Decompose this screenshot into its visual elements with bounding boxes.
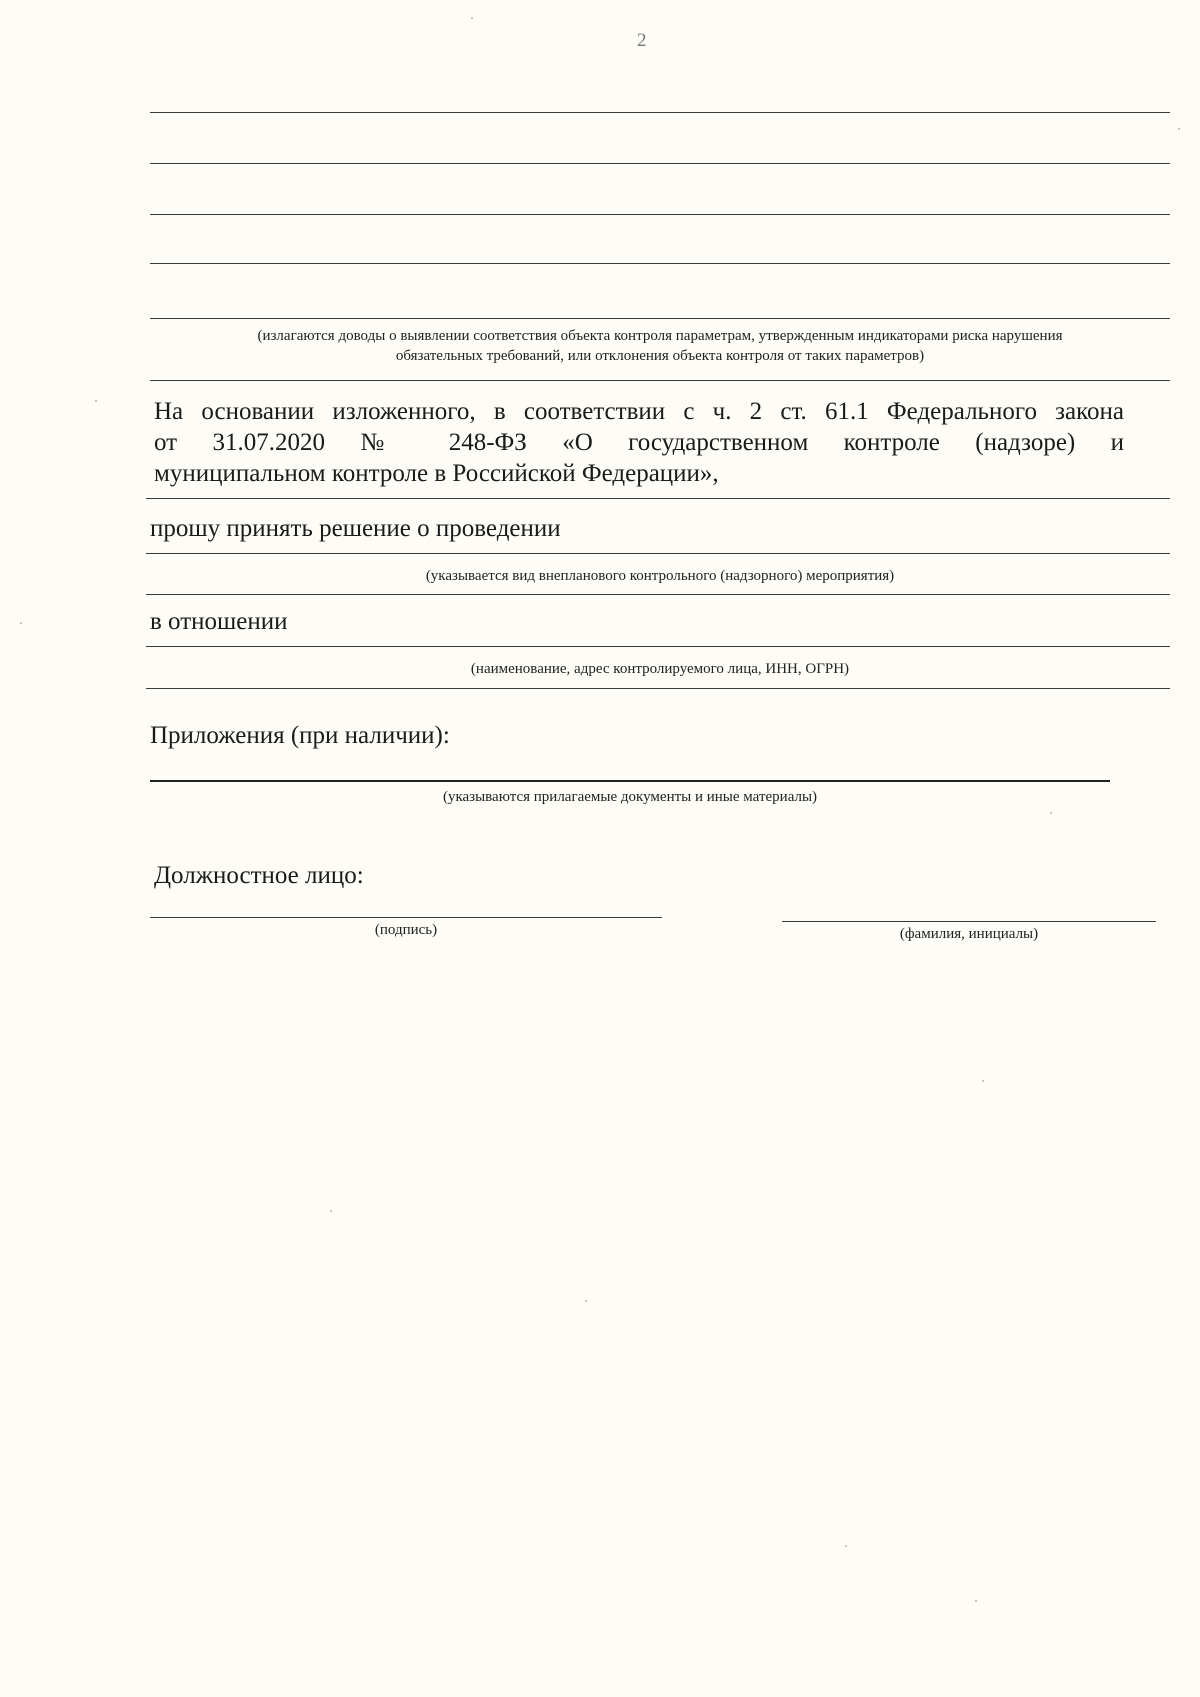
entity-line[interactable] xyxy=(146,646,1170,647)
arguments-line-1[interactable] xyxy=(150,112,1170,113)
signature-hint: (подпись) xyxy=(374,922,438,938)
official-label: Должностное лицо: xyxy=(154,862,364,889)
legal-basis-line-3: муниципальном контроле в Российской Федерации», xyxy=(154,460,719,487)
paper-speck xyxy=(845,1545,847,1547)
arguments-line-4[interactable] xyxy=(150,263,1170,264)
arguments-hint-divider xyxy=(150,380,1170,381)
entity-hint: (наименование, адрес контролируемого лица, ИНН, ОГРН) xyxy=(470,661,850,677)
legal-basis-divider xyxy=(146,498,1170,499)
event-type-divider xyxy=(146,594,1170,595)
attachments-label: Приложения (при наличии): xyxy=(150,722,450,749)
page-number: 2 xyxy=(637,30,647,51)
legal-basis-paragraph xyxy=(154,396,1124,489)
arguments-hint-line-1: (излагаются доводы о выявлении соответствия объекта контроля параметрам, утвержденным индикаторами риска нарушения xyxy=(257,328,1063,344)
paper-speck xyxy=(330,1210,332,1212)
event-type-line[interactable] xyxy=(146,553,1170,554)
signature-line[interactable] xyxy=(150,917,662,918)
arguments-hint-line-2: обязательных требований, или отклонения объекта контроля от таких параметров) xyxy=(395,348,925,364)
paper-speck xyxy=(975,1600,977,1602)
paper-speck xyxy=(1050,812,1052,814)
arguments-line-2[interactable] xyxy=(150,163,1170,164)
paper-speck xyxy=(471,17,473,19)
paper-speck xyxy=(1178,128,1180,130)
arguments-hint xyxy=(150,326,1170,366)
paper-speck xyxy=(20,622,22,624)
legal-basis-line-2: от 31.07.2020 № 248-ФЗ «О государственном контроле (надзоре) и xyxy=(154,429,1124,456)
attachments-line[interactable] xyxy=(150,780,1110,782)
entity-divider xyxy=(146,688,1170,689)
name-line[interactable] xyxy=(782,921,1156,922)
paper-speck xyxy=(982,1080,984,1082)
event-type-hint: (указывается вид внепланового контрольного (надзорного) мероприятия) xyxy=(425,568,895,584)
arguments-line-5[interactable] xyxy=(150,318,1170,319)
request-text: прошу принять решение о проведении xyxy=(150,515,561,542)
arguments-line-3[interactable] xyxy=(150,214,1170,215)
relation-text: в отношении xyxy=(150,608,288,635)
legal-basis-line-1: На основании изложенного, в соответствии с ч. 2 ст. 61.1 Федерального закона xyxy=(154,398,1124,425)
name-hint: (фамилия, инициалы) xyxy=(899,926,1039,942)
paper-speck xyxy=(95,400,97,402)
paper-speck xyxy=(585,1300,587,1302)
attachments-hint: (указываются прилагаемые документы и иные материалы) xyxy=(442,789,818,805)
